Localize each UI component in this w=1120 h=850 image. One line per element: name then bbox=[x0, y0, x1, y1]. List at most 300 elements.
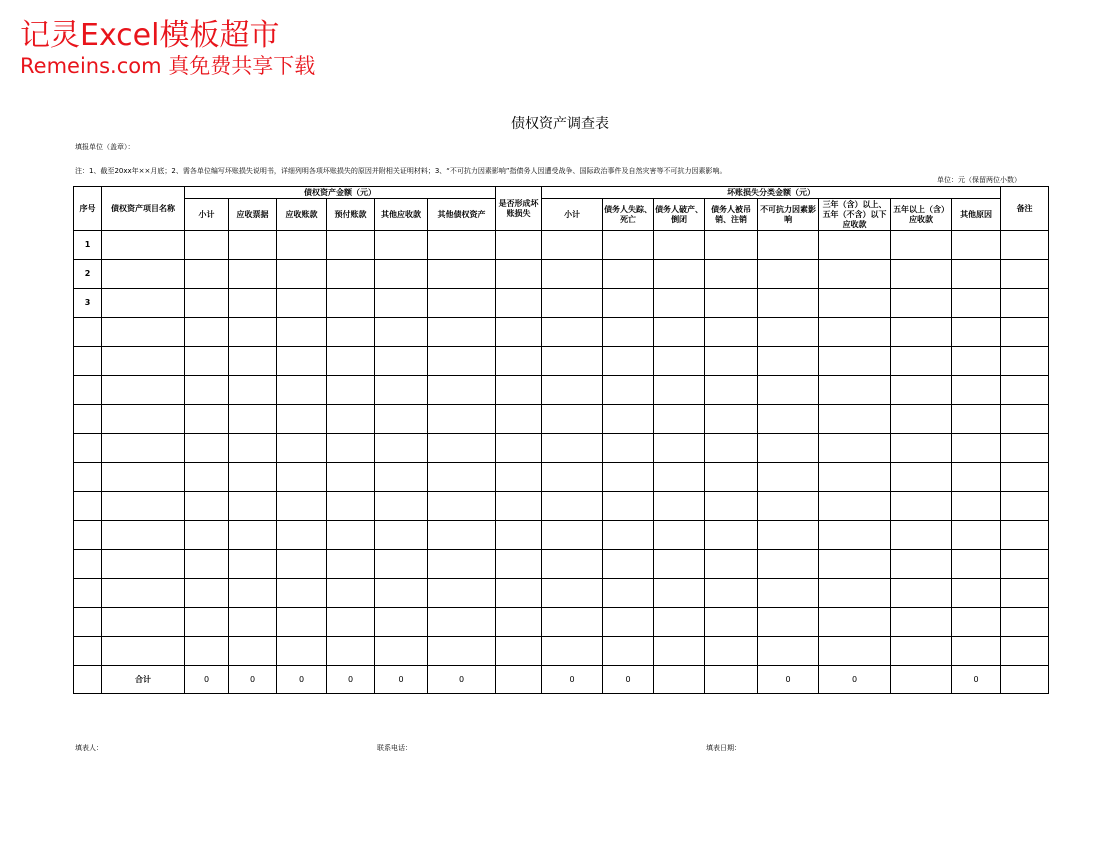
table-cell[interactable] bbox=[327, 260, 375, 289]
table-cell[interactable] bbox=[375, 376, 428, 405]
table-cell[interactable] bbox=[819, 376, 891, 405]
table-cell[interactable] bbox=[185, 608, 229, 637]
table-cell[interactable] bbox=[185, 637, 229, 666]
header-group-amount: 债权资产金额（元） bbox=[185, 187, 496, 199]
watermark-brand-title: 记灵Excel模板超市 bbox=[20, 18, 280, 53]
row-number-cell[interactable]: 1 bbox=[74, 231, 102, 260]
table-cell[interactable] bbox=[654, 579, 705, 608]
table-cell[interactable] bbox=[102, 347, 185, 376]
table-cell[interactable] bbox=[891, 260, 952, 289]
table-cell[interactable] bbox=[705, 521, 758, 550]
total-cell: 0 bbox=[229, 666, 277, 694]
table-cell[interactable] bbox=[603, 608, 654, 637]
table-cell[interactable] bbox=[542, 434, 603, 463]
table-cell[interactable] bbox=[229, 579, 277, 608]
table-cell[interactable] bbox=[496, 637, 542, 666]
total-cell: 0 bbox=[185, 666, 229, 694]
table-cell[interactable] bbox=[705, 434, 758, 463]
table-cell[interactable] bbox=[758, 405, 819, 434]
table-cell[interactable] bbox=[654, 550, 705, 579]
table-cell[interactable] bbox=[496, 231, 542, 260]
table-cell[interactable] bbox=[185, 492, 229, 521]
table-cell[interactable] bbox=[758, 434, 819, 463]
table-cell[interactable] bbox=[891, 318, 952, 347]
row-number-cell[interactable]: 2 bbox=[74, 260, 102, 289]
fill-unit-label: 填报单位（盖章）： bbox=[75, 143, 135, 151]
table-cell[interactable] bbox=[1001, 550, 1049, 579]
table-cell[interactable] bbox=[185, 550, 229, 579]
table-cell[interactable] bbox=[891, 463, 952, 492]
table-cell[interactable] bbox=[496, 579, 542, 608]
table-cell[interactable] bbox=[428, 318, 496, 347]
header-loss-col: 其他原因 bbox=[952, 199, 1001, 231]
table-cell[interactable] bbox=[952, 463, 1001, 492]
table-cell[interactable] bbox=[603, 231, 654, 260]
table-cell[interactable] bbox=[819, 608, 891, 637]
table-cell[interactable] bbox=[102, 463, 185, 492]
table-cell[interactable] bbox=[891, 492, 952, 521]
table-cell[interactable] bbox=[277, 550, 327, 579]
table-cell[interactable] bbox=[277, 521, 327, 550]
table-cell[interactable] bbox=[603, 550, 654, 579]
table-cell[interactable] bbox=[705, 405, 758, 434]
total-cell bbox=[654, 666, 705, 694]
table-cell[interactable] bbox=[654, 608, 705, 637]
table-row bbox=[74, 550, 1049, 579]
table-cell[interactable] bbox=[185, 260, 229, 289]
table-cell[interactable] bbox=[496, 550, 542, 579]
table-cell[interactable] bbox=[1001, 492, 1049, 521]
table-cell[interactable] bbox=[542, 231, 603, 260]
table-cell[interactable] bbox=[375, 434, 428, 463]
table-cell[interactable] bbox=[654, 260, 705, 289]
table-cell[interactable] bbox=[891, 579, 952, 608]
table-cell[interactable] bbox=[705, 492, 758, 521]
table-cell[interactable] bbox=[428, 550, 496, 579]
table-cell[interactable] bbox=[603, 260, 654, 289]
table-cell[interactable] bbox=[705, 579, 758, 608]
table-cell[interactable] bbox=[758, 463, 819, 492]
table-cell[interactable] bbox=[654, 289, 705, 318]
table-cell[interactable] bbox=[428, 608, 496, 637]
table-cell[interactable] bbox=[428, 231, 496, 260]
table-cell[interactable] bbox=[277, 579, 327, 608]
table-cell[interactable] bbox=[375, 347, 428, 376]
table-cell[interactable] bbox=[819, 579, 891, 608]
header-amount-col: 预付账款 bbox=[327, 199, 375, 231]
table-cell[interactable] bbox=[375, 608, 428, 637]
table-cell[interactable] bbox=[603, 405, 654, 434]
table-cell[interactable] bbox=[654, 637, 705, 666]
table-cell[interactable] bbox=[428, 405, 496, 434]
table-cell[interactable] bbox=[603, 492, 654, 521]
table-cell[interactable] bbox=[705, 260, 758, 289]
table-cell[interactable] bbox=[428, 521, 496, 550]
table-cell[interactable] bbox=[952, 231, 1001, 260]
table-cell[interactable] bbox=[758, 318, 819, 347]
table-cell[interactable] bbox=[229, 463, 277, 492]
table-cell[interactable] bbox=[819, 347, 891, 376]
header-amount-col: 应收账款 bbox=[277, 199, 327, 231]
row-number-cell[interactable] bbox=[74, 376, 102, 405]
table-cell[interactable] bbox=[375, 463, 428, 492]
table-cell[interactable] bbox=[603, 347, 654, 376]
table-cell[interactable] bbox=[603, 463, 654, 492]
footer-date-label: 填表日期： bbox=[706, 744, 741, 752]
table-cell[interactable] bbox=[819, 434, 891, 463]
table-cell[interactable] bbox=[102, 492, 185, 521]
table-cell[interactable] bbox=[102, 550, 185, 579]
table-cell[interactable] bbox=[102, 289, 185, 318]
total-cell: 0 bbox=[428, 666, 496, 694]
table-cell[interactable] bbox=[496, 289, 542, 318]
table-cell[interactable] bbox=[496, 376, 542, 405]
table-cell[interactable] bbox=[102, 231, 185, 260]
table-cell[interactable] bbox=[603, 376, 654, 405]
table-cell[interactable] bbox=[327, 405, 375, 434]
row-number-cell[interactable] bbox=[74, 521, 102, 550]
table-cell[interactable] bbox=[891, 405, 952, 434]
table-cell[interactable] bbox=[327, 521, 375, 550]
table-cell[interactable] bbox=[277, 463, 327, 492]
table-cell[interactable] bbox=[758, 231, 819, 260]
header-loss-col: 不可抗力因素影响 bbox=[758, 199, 819, 231]
table-cell[interactable] bbox=[819, 231, 891, 260]
table-cell[interactable] bbox=[758, 579, 819, 608]
table-cell[interactable] bbox=[185, 434, 229, 463]
table-cell[interactable] bbox=[952, 521, 1001, 550]
table-cell[interactable] bbox=[705, 550, 758, 579]
table-cell[interactable] bbox=[758, 347, 819, 376]
table-cell[interactable] bbox=[185, 289, 229, 318]
table-cell[interactable] bbox=[1001, 289, 1049, 318]
table-cell[interactable] bbox=[229, 289, 277, 318]
table-cell[interactable] bbox=[705, 376, 758, 405]
table-cell[interactable] bbox=[952, 405, 1001, 434]
table-cell[interactable] bbox=[542, 521, 603, 550]
table-cell[interactable] bbox=[428, 289, 496, 318]
table-cell[interactable] bbox=[819, 637, 891, 666]
table-cell[interactable] bbox=[327, 376, 375, 405]
table-cell[interactable] bbox=[102, 434, 185, 463]
row-number-cell[interactable] bbox=[74, 318, 102, 347]
table-cell[interactable] bbox=[428, 637, 496, 666]
table-cell[interactable] bbox=[819, 260, 891, 289]
table-cell[interactable] bbox=[428, 260, 496, 289]
table-cell[interactable] bbox=[229, 521, 277, 550]
table-cell[interactable] bbox=[327, 637, 375, 666]
table-cell[interactable] bbox=[277, 434, 327, 463]
table-cell[interactable] bbox=[229, 347, 277, 376]
table-cell[interactable] bbox=[327, 434, 375, 463]
table-cell[interactable] bbox=[654, 347, 705, 376]
table-cell[interactable] bbox=[375, 318, 428, 347]
table-cell[interactable] bbox=[277, 289, 327, 318]
table-cell[interactable] bbox=[1001, 608, 1049, 637]
table-cell[interactable] bbox=[496, 608, 542, 637]
table-cell[interactable] bbox=[102, 318, 185, 347]
table-cell[interactable] bbox=[496, 492, 542, 521]
footer-phone-label: 联系电话： bbox=[377, 744, 412, 752]
table-cell[interactable] bbox=[375, 521, 428, 550]
table-cell[interactable] bbox=[428, 492, 496, 521]
table-cell[interactable] bbox=[229, 550, 277, 579]
table-cell[interactable] bbox=[277, 376, 327, 405]
table-cell[interactable] bbox=[229, 376, 277, 405]
total-cell: 0 bbox=[375, 666, 428, 694]
table-cell[interactable] bbox=[758, 289, 819, 318]
table-cell[interactable] bbox=[654, 492, 705, 521]
table-cell[interactable] bbox=[375, 637, 428, 666]
table-cell[interactable] bbox=[375, 231, 428, 260]
table-cell[interactable] bbox=[229, 492, 277, 521]
table-cell[interactable] bbox=[758, 608, 819, 637]
table-cell[interactable] bbox=[277, 492, 327, 521]
header-seq: 序号 bbox=[74, 187, 102, 231]
table-cell[interactable] bbox=[277, 608, 327, 637]
table-cell[interactable] bbox=[1001, 434, 1049, 463]
table-cell[interactable] bbox=[705, 608, 758, 637]
table-cell[interactable] bbox=[375, 289, 428, 318]
watermark-brand-subtitle: Remeins.com 真免费共享下载 bbox=[20, 54, 316, 78]
table-cell[interactable] bbox=[277, 347, 327, 376]
table-cell[interactable] bbox=[327, 608, 375, 637]
table-cell[interactable] bbox=[1001, 260, 1049, 289]
table-cell[interactable] bbox=[654, 231, 705, 260]
table-cell[interactable] bbox=[496, 260, 542, 289]
total-cell bbox=[705, 666, 758, 694]
table-cell[interactable] bbox=[185, 347, 229, 376]
table-cell[interactable] bbox=[277, 318, 327, 347]
table-cell[interactable] bbox=[542, 347, 603, 376]
row-number-cell[interactable] bbox=[74, 579, 102, 608]
table-cell[interactable] bbox=[496, 318, 542, 347]
table-cell[interactable] bbox=[952, 376, 1001, 405]
row-number-cell[interactable] bbox=[74, 550, 102, 579]
table-cell[interactable] bbox=[327, 289, 375, 318]
table-cell[interactable] bbox=[185, 376, 229, 405]
table-cell[interactable] bbox=[603, 637, 654, 666]
table-cell[interactable] bbox=[375, 260, 428, 289]
table-cell[interactable] bbox=[542, 608, 603, 637]
table-cell[interactable] bbox=[819, 521, 891, 550]
table-cell[interactable] bbox=[603, 289, 654, 318]
table-cell[interactable] bbox=[496, 347, 542, 376]
table-cell[interactable] bbox=[277, 405, 327, 434]
table-cell[interactable] bbox=[102, 376, 185, 405]
footer-filler-label: 填表人： bbox=[75, 744, 103, 752]
table-cell[interactable] bbox=[375, 579, 428, 608]
table-cell[interactable] bbox=[758, 637, 819, 666]
table-cell[interactable] bbox=[229, 434, 277, 463]
table-cell[interactable] bbox=[654, 405, 705, 434]
table-cell[interactable] bbox=[819, 405, 891, 434]
table-cell[interactable] bbox=[277, 637, 327, 666]
table-cell[interactable] bbox=[102, 579, 185, 608]
table-cell[interactable] bbox=[705, 347, 758, 376]
table-cell[interactable] bbox=[1001, 579, 1049, 608]
table-cell[interactable] bbox=[952, 289, 1001, 318]
table-cell[interactable] bbox=[327, 231, 375, 260]
table-cell[interactable] bbox=[229, 260, 277, 289]
table-cell[interactable] bbox=[758, 492, 819, 521]
table-cell[interactable] bbox=[185, 231, 229, 260]
total-cell: 0 bbox=[758, 666, 819, 694]
table-cell[interactable] bbox=[327, 463, 375, 492]
table-cell[interactable] bbox=[428, 579, 496, 608]
table-cell[interactable] bbox=[1001, 347, 1049, 376]
table-cell[interactable] bbox=[1001, 521, 1049, 550]
table-cell[interactable] bbox=[185, 405, 229, 434]
table-cell[interactable] bbox=[102, 405, 185, 434]
total-cell: 0 bbox=[603, 666, 654, 694]
table-cell[interactable] bbox=[327, 318, 375, 347]
header-loss-col: 债务人被吊销、注销 bbox=[705, 199, 758, 231]
table-cell[interactable] bbox=[185, 463, 229, 492]
table-cell[interactable] bbox=[758, 550, 819, 579]
table-cell[interactable] bbox=[758, 376, 819, 405]
table-cell[interactable] bbox=[102, 637, 185, 666]
table-cell[interactable] bbox=[428, 347, 496, 376]
table-cell[interactable] bbox=[327, 550, 375, 579]
table-cell[interactable] bbox=[891, 434, 952, 463]
table-cell[interactable] bbox=[891, 347, 952, 376]
table-cell[interactable] bbox=[891, 521, 952, 550]
table-cell[interactable] bbox=[705, 637, 758, 666]
table-cell[interactable] bbox=[102, 608, 185, 637]
table-cell[interactable] bbox=[542, 405, 603, 434]
table-cell[interactable] bbox=[542, 550, 603, 579]
table-cell[interactable] bbox=[819, 463, 891, 492]
table-row bbox=[74, 637, 1049, 666]
table-cell[interactable] bbox=[819, 550, 891, 579]
table-cell[interactable] bbox=[1001, 637, 1049, 666]
total-cell: 0 bbox=[327, 666, 375, 694]
table-cell[interactable] bbox=[185, 579, 229, 608]
table-cell[interactable] bbox=[542, 579, 603, 608]
table-cell[interactable] bbox=[603, 434, 654, 463]
table-cell[interactable] bbox=[102, 521, 185, 550]
table-cell[interactable] bbox=[542, 463, 603, 492]
table-cell[interactable] bbox=[496, 463, 542, 492]
claims-table bbox=[73, 186, 1049, 694]
total-label: 合计 bbox=[102, 666, 185, 694]
table-cell[interactable] bbox=[705, 463, 758, 492]
row-number-cell[interactable] bbox=[74, 405, 102, 434]
total-cell bbox=[1001, 666, 1049, 694]
table-cell[interactable] bbox=[327, 579, 375, 608]
table-cell[interactable] bbox=[229, 608, 277, 637]
table-cell[interactable] bbox=[705, 318, 758, 347]
row-number-cell[interactable] bbox=[74, 608, 102, 637]
table-cell[interactable] bbox=[891, 608, 952, 637]
table-cell[interactable] bbox=[952, 608, 1001, 637]
table-cell[interactable] bbox=[229, 637, 277, 666]
table-cell[interactable] bbox=[496, 521, 542, 550]
table-cell[interactable] bbox=[277, 231, 327, 260]
table-cell[interactable] bbox=[229, 231, 277, 260]
table-cell[interactable] bbox=[428, 434, 496, 463]
table-cell[interactable] bbox=[542, 318, 603, 347]
table-row bbox=[74, 289, 1049, 318]
table-cell[interactable] bbox=[542, 637, 603, 666]
table-cell[interactable] bbox=[1001, 376, 1049, 405]
table-cell[interactable] bbox=[1001, 318, 1049, 347]
table-cell[interactable] bbox=[819, 492, 891, 521]
table-cell[interactable] bbox=[542, 289, 603, 318]
table-cell[interactable] bbox=[327, 492, 375, 521]
table-cell[interactable] bbox=[277, 260, 327, 289]
table-cell[interactable] bbox=[185, 318, 229, 347]
total-cell bbox=[496, 666, 542, 694]
table-cell[interactable] bbox=[428, 463, 496, 492]
header-loss-col: 五年以上（含）应收款 bbox=[891, 199, 952, 231]
row-number-cell[interactable] bbox=[74, 492, 102, 521]
table-cell[interactable] bbox=[952, 492, 1001, 521]
table-cell[interactable] bbox=[375, 405, 428, 434]
table-cell[interactable] bbox=[102, 260, 185, 289]
table-cell[interactable] bbox=[375, 550, 428, 579]
table-cell[interactable] bbox=[603, 318, 654, 347]
table-cell[interactable] bbox=[891, 550, 952, 579]
table-cell[interactable] bbox=[1001, 463, 1049, 492]
table-cell[interactable] bbox=[891, 289, 952, 318]
table-cell[interactable] bbox=[891, 231, 952, 260]
table-cell[interactable] bbox=[952, 318, 1001, 347]
table-cell[interactable] bbox=[603, 521, 654, 550]
table-cell[interactable] bbox=[428, 376, 496, 405]
table-cell[interactable] bbox=[952, 260, 1001, 289]
table-cell[interactable] bbox=[542, 492, 603, 521]
table-cell[interactable] bbox=[654, 376, 705, 405]
table-cell[interactable] bbox=[542, 260, 603, 289]
table-cell[interactable] bbox=[758, 260, 819, 289]
table-cell[interactable] bbox=[542, 376, 603, 405]
table-cell[interactable] bbox=[654, 434, 705, 463]
row-number-cell[interactable] bbox=[74, 347, 102, 376]
table-cell[interactable] bbox=[952, 550, 1001, 579]
table-cell[interactable] bbox=[819, 318, 891, 347]
table-cell[interactable] bbox=[327, 347, 375, 376]
row-number-cell[interactable]: 3 bbox=[74, 289, 102, 318]
table-cell[interactable] bbox=[229, 405, 277, 434]
table-cell[interactable] bbox=[705, 289, 758, 318]
table-cell[interactable] bbox=[952, 637, 1001, 666]
row-number-cell[interactable] bbox=[74, 434, 102, 463]
table-cell[interactable] bbox=[603, 579, 654, 608]
table-cell[interactable] bbox=[1001, 231, 1049, 260]
table-cell[interactable] bbox=[705, 231, 758, 260]
table-cell[interactable] bbox=[1001, 405, 1049, 434]
table-cell[interactable] bbox=[185, 521, 229, 550]
table-cell[interactable] bbox=[891, 376, 952, 405]
table-cell[interactable] bbox=[496, 434, 542, 463]
table-cell[interactable] bbox=[952, 579, 1001, 608]
table-cell[interactable] bbox=[758, 521, 819, 550]
table-cell[interactable] bbox=[654, 318, 705, 347]
row-number-cell[interactable] bbox=[74, 637, 102, 666]
table-cell[interactable] bbox=[654, 463, 705, 492]
table-cell[interactable] bbox=[952, 434, 1001, 463]
table-cell[interactable] bbox=[654, 521, 705, 550]
table-cell[interactable] bbox=[819, 289, 891, 318]
table-cell[interactable] bbox=[229, 318, 277, 347]
table-cell[interactable] bbox=[375, 492, 428, 521]
table-cell[interactable] bbox=[891, 637, 952, 666]
table-cell[interactable] bbox=[952, 347, 1001, 376]
table-cell[interactable] bbox=[496, 405, 542, 434]
row-number-cell[interactable] bbox=[74, 463, 102, 492]
